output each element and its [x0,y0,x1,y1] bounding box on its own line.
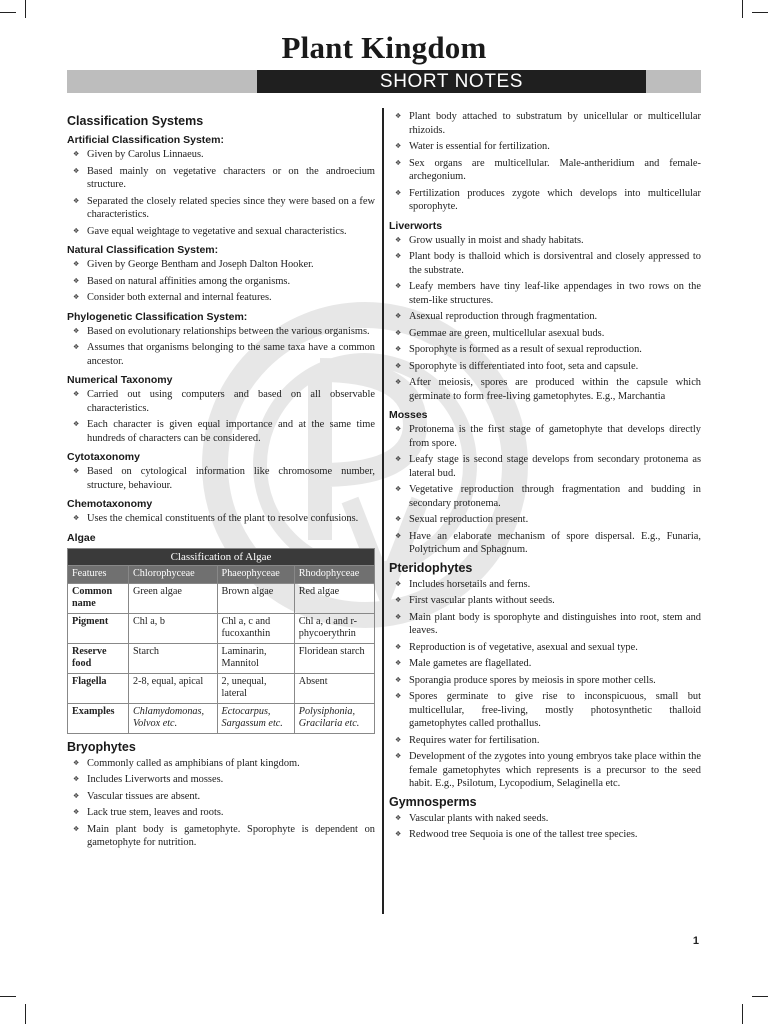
table-cell: Floridean starch [294,643,374,673]
table-cell: Laminarin, Mannitol [217,643,294,673]
list-item: ❖ Based mainly on vegetative characters or on the androecium structure. [67,165,375,192]
crop-mark [742,1004,743,1024]
subsection-heading: Natural Classification System: [67,244,219,256]
subsection-heading: Artificial Classification System: [67,134,224,146]
column-header: Rhodophyceae [294,566,374,584]
table-cell: Chl a, d and r-phycoerythrin [294,613,374,643]
section-heading: Gymnosperms [389,794,477,809]
list-item: ❖ Leafy members have tiny leaf-like appendages in two rows on the stem-like structures. [389,280,701,307]
table-cell: 2, unequal, lateral [217,673,294,703]
list-item: ❖ Sporophyte is differentiated into foot, seta and capsule. [389,360,701,374]
right-column [389,110,701,845]
page-number: 1 [692,935,699,947]
list-item: ❖ Development of the zygotes into young embryos take place within the female gametophytes which represents is a precursor to the seed habit. E.g., Psilotum, Lycopodium, Selaginella etc. [389,750,701,791]
list-item: ❖ Assumes that organisms belonging to the same taxa have a common ancestor. [67,341,375,368]
bullet-list [67,512,375,526]
table-cell: Polysiphonia, Gracilaria etc. [294,703,374,733]
banner-band [67,70,701,93]
list-item: ❖ Sexual reproduction present. [389,513,701,527]
bullet-list [389,234,701,404]
subsection-heading: Algae [67,531,96,544]
list-item: ❖ Vegetative reproduction through fragmentation and budding in secondary protonema. [389,483,701,510]
row-label: Common name [68,583,129,613]
algae-table [67,548,375,734]
row-label: Flagella [68,673,129,703]
list-item: ❖ Grow usually in moist and shady habitats. [389,234,701,248]
list-item: ❖ Plant body attached to substratum by unicellular or multicellular rhizoids. [389,110,701,137]
list-item: ❖ Asexual reproduction through fragmentation. [389,310,701,324]
subsection-heading: Phylogenetic Classification System: [67,310,248,323]
crop-mark [25,0,26,18]
table-cell: Chl a, b [129,613,218,643]
subsection-heading: Liverworts [389,219,443,232]
list-item: ❖ Uses the chemical constituents of the plant to resolve confusions. [67,512,375,526]
row-label: Pigment [68,613,129,643]
list-item: ❖ Main plant body is sporophyte and distinguishes into root, stem and leaves. [389,611,701,638]
list-item: ❖ Given by Carolus Linnaeus. [67,148,375,162]
list-item: ❖ Vascular tissues are absent. [67,790,375,804]
table-cell: 2-8, equal, apical [129,673,218,703]
list-item: ❖ Reproduction is of vegetative, asexual and sexual type. [389,641,701,655]
crop-mark [0,12,16,13]
list-item: ❖ Sporangia produce spores by meiosis in spore mother cells. [389,674,701,688]
table-caption: Classification of Algae [68,548,375,566]
list-item: ❖ Requires water for fertilisation. [389,734,701,748]
list-item: ❖ Based on cytological information like chromosome number, structure, behaviour. [67,465,375,492]
bullet-list [389,423,701,557]
table-cell: Ectocarpus, Sargassum etc. [217,703,294,733]
bullet-list [389,110,701,214]
list-item: ❖ Based on evolutionary relationships between the various organisms. [67,325,375,339]
banner-label: SHORT NOTES [257,70,646,93]
table-cell: Brown algae [217,583,294,613]
list-item: ❖ Includes Liverworts and mosses. [67,773,375,787]
list-item: ❖ Gemmae are green, multicellular asexual buds. [389,327,701,341]
table-row [68,583,375,613]
section-heading: Bryophytes [67,739,136,754]
list-item: ❖ Leafy stage is second stage develops from secondary protonema as lateral bud. [389,453,701,480]
list-item: ❖ Sex organs are multicellular. Male-antheridium and female-archegonium. [389,157,701,184]
bullet-list [389,812,701,842]
list-item: ❖ After meiosis, spores are produced within the capsule which germinate to form free-living gametophytes. E.g., Marchantia [389,376,701,403]
bullet-list [67,258,375,305]
list-item: ❖ Given by George Bentham and Joseph Dalton Hooker. [67,258,375,272]
crop-mark [0,996,16,997]
column-header: Chlorophyceae [129,566,218,584]
list-item: ❖ Lack true stem, leaves and roots. [67,806,375,820]
list-item: ❖ Sporophyte is formed as a result of sexual reproduction. [389,343,701,357]
list-item: ❖ Each character is given equal importance and at the same time hundreds of characters can be considered. [67,418,375,445]
subsection-heading: Numerical Taxonomy [67,374,173,386]
left-column [67,110,375,853]
list-item: ❖ Redwood tree Sequoia is one of the tallest tree species. [389,828,701,842]
table-row [68,703,375,733]
bullet-list [67,757,375,850]
bullet-list [67,325,375,369]
list-item: ❖ Carried out using computers and based on all observable characteristics. [67,388,375,415]
column-divider [382,108,384,914]
list-item: ❖ Consider both external and internal features. [67,291,375,305]
section-heading: Pteridophytes [389,560,473,575]
table-cell: Absent [294,673,374,703]
column-header: Features [68,566,129,584]
list-item: ❖ Main plant body is gametophyte. Sporophyte is dependent on gametophyte for nutrition. [67,823,375,850]
list-item: ❖ Have an elaborate mechanism of spore dispersal. E.g., Funaria, Polytrichum and Sphagnum. [389,530,701,557]
table-cell: Starch [129,643,218,673]
list-item: ❖ Separated the closely related species since they were based on a few characteristics. [67,195,375,222]
list-item: ❖ Spores germinate to give rise to inconspicuous, small but multicellular, free-living, mostly photosynthetic thalloid gametophytes called prothallus. [389,690,701,731]
list-item: ❖ First vascular plants without seeds. [389,594,701,608]
crop-mark [752,996,768,997]
table-header-row [68,566,375,584]
subsection-heading: Mosses [389,409,428,421]
bullet-list [389,578,701,791]
section-heading: Classification Systems [67,114,204,128]
list-item: ❖ Commonly called as amphibians of plant kingdom. [67,757,375,771]
list-item: ❖ Water is essential for fertilization. [389,140,701,154]
list-item: ❖ Plant body is thalloid which is dorsiventral and closely appressed to the substrate. [389,250,701,277]
list-item: ❖ Based on natural affinities among the organisms. [67,275,375,289]
crop-mark [752,12,768,13]
table-row [68,673,375,703]
page-title: Plant Kingdom [281,30,487,65]
list-item: ❖ Includes horsetails and ferns. [389,578,701,592]
subsection-heading: Chemotaxonomy [67,498,153,510]
table-cell: Chlamydomonas, Volvox etc. [129,703,218,733]
crop-mark [742,0,743,18]
subsection-heading: Cytotaxonomy [67,451,140,463]
list-item: ❖ Fertilization produces zygote which develops into multicellular sporophyte. [389,187,701,214]
table-cell: Green algae [129,583,218,613]
row-label: Reserve food [68,643,129,673]
bullet-list [67,148,375,238]
column-header: Phaeophyceae [217,566,294,584]
bullet-list [67,465,375,492]
list-item: ❖ Male gametes are flagellated. [389,657,701,671]
row-label: Examples [68,703,129,733]
table-cell: Chl a, c and fucoxanthin [217,613,294,643]
crop-mark [25,1004,26,1024]
bullet-list [67,388,375,445]
list-item: ❖ Vascular plants with naked seeds. [389,812,701,826]
list-item: ❖ Protonema is the first stage of gametophyte that develops directly from spore. [389,423,701,450]
list-item: ❖ Gave equal weightage to vegetative and sexual characteristics. [67,225,375,239]
table-row [68,613,375,643]
table-cell: Red algae [294,583,374,613]
table-row [68,643,375,673]
